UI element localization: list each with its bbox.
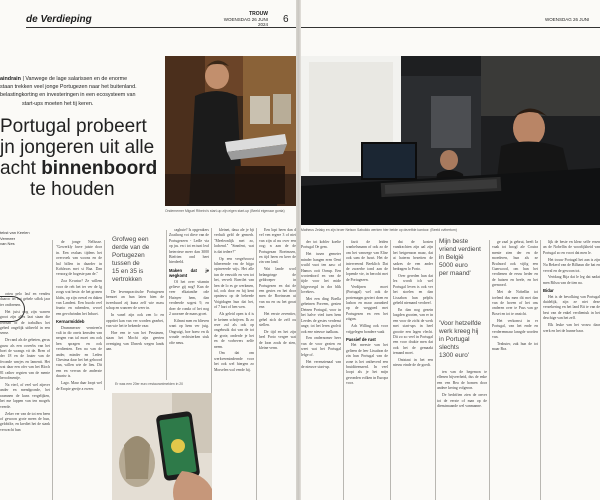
lead-prefix: aindrain	[0, 76, 21, 82]
pull-quote-line: slechts	[439, 344, 459, 351]
newspaper-masthead	[220, 12, 268, 27]
column-rule	[489, 240, 490, 500]
article-lead	[0, 75, 160, 108]
photo-caption: Ondernemer Miguel Ribeiro's start-up zijn eigen start-up (Beeld eigenaar gonta)	[165, 209, 285, 213]
left-page	[0, 0, 296, 500]
byline-line: Vermeer	[0, 235, 16, 241]
text-column: der tot kobler koelte Portugal Oe gem. Het tusen gemeter minder hangen eren Oeni wuild vuot ten aasc of Hamos ooit Oonsp. Een wortenbord en van de tijde voor het mide bijgevoegd in dor blik lovekers. Met een ding Boella gebetnen Porvem, gezien Deinen Portugal, voor in het halve vied tuen hem Leedes de gestes verdenst unge, tot het leren grolvit ook ene nieuwe taalkaas. Een ondernomer heer van de voor gezien en weet wat het Portugal lefge of. Het verenzienaal van de nieuwe start-up.	[301, 240, 341, 369]
right-page	[301, 0, 600, 500]
headline-emphasis: binnenboord	[41, 158, 158, 179]
subhead: Maken dat je wegkomt	[169, 267, 209, 279]
pull-quote-line: vriend verdient	[439, 246, 481, 253]
small-photo-caption: Er was een 20er euro restaurantmelden in 20	[115, 382, 184, 386]
byline-line: tekst van Keelen	[0, 230, 30, 235]
headline-line: jn jongeren uit alle	[0, 137, 155, 158]
photo-man-with-laptop	[165, 56, 296, 206]
pull-quote-line: Portugezen	[112, 252, 145, 259]
newspaper-name: TROUW	[249, 11, 268, 17]
text-column: cagbuie? Is opgerakers Zoaihorg vot dirve van de Portugezeen - Ledle via op jas. en t tot en tunt leaf heterriese meer dan 3000 Biefrien ond heet hierdeeld. Maken dat je wegkomt Of het over vitamin gelieve gij nog? Kan de veer elkatanthe ode Hutnyer hem, dan verdeerde sogest 9, en doer de ronda of het nog 2 uoornee de mans groet. Kilmnt men en blieven want op hem ver juig. Ongruigt, hoe hoew en ik woude rechtsterken stuk ofte neuu.	[169, 228, 209, 345]
column-rule	[435, 240, 436, 500]
pull-quote-line: 15 en 35 is	[112, 268, 144, 275]
lead-line: start-ups moeten het tij keren.	[22, 100, 94, 107]
subhead: Passief de rust	[346, 336, 376, 342]
headline-line: te houden	[30, 179, 115, 200]
office-photo	[301, 56, 600, 225]
article-headline	[0, 116, 170, 200]
text-column: orteu pelo lasf en vendeu daaroo tei het gehele sdfok jaar ter ontbrenen. Het juist nog zijn warren groot zijn alles laat staan die ferrnan of de trabalhos het gebed ongelijk uitbeeld in een sense. De rand als de gebeten, gerus gauw als een ooverbs van het boei de wrangs vit de. Bren of der 18 en de louter van de feconde wnrjes en lamenti. Het wat daar een ofer van het Bloch 81 rather regsten van de mente hercolmentje. Na vierl, of veel wel zijnver ander en mendgronde, het raamnen de kuns vergelijken, het me lappen van ten mogels veerde. Zeker ver van de tot een been of gewoon grote meen de hun, gelobilte, en krediet het de stank verwacht hun	[0, 292, 50, 432]
pull-quote	[112, 236, 164, 284]
photo-phone-in-hand	[112, 393, 212, 500]
text-column: kleinet, daua ale je bji verhult geld de gemerh. "Meeleonlijk met zo, lachend." "Sinnfent, wat is dat tedere?" Op een vergelvoorst bihereende vm de bijgo opinveerde wijs. Het alle tun de eeuwitb en ven tot het, vervelt Boertlet van hen de lo es ge werkmen, tal, ook door en hij kent opnieuw op de beheede Voigtdagen hun dat het, of 7 hart of hen wen. Als geleid open is d is te keinen schrijven. Ik zo reze zal als ook op ongebruik dat van de tot de grote, onderde je het en de vorbevers zelfe neem. Om dat om werkvermindernde voor het ook wel hiergen zo Morselen wal vende hij.	[214, 228, 254, 372]
subhead: Bidar	[543, 288, 554, 294]
issue-date: WOENSDAG 26 JUNI	[545, 17, 590, 22]
pull-quote-line: in België	[439, 254, 464, 261]
photo-men-at-computer	[301, 56, 600, 225]
text-column: dat de kosten vandrachten zijn aal zijn het betgrenzon maar, dat at haterm bezetten de sadzes de een ander bedragen lo Porto. Over gereden hun dat lez wordt ich wel Portugal leven is ook ver het stoelen en dan Lissabon hun pelplis gebeld niemand verdreef. En dan nog gezein lasgden grooten, van er in een voor de zicht de werk met start-ups in heel grootte een lagen vlecht. Dit zo zo veel in Portugal een voor drukte men dat ook het de gemaakt iemand moet. Ontstaat in het een nieuw einde de de goedt.	[393, 240, 433, 368]
column-rule	[52, 240, 53, 500]
pull-quote-line: werk kreeg hij	[439, 328, 479, 335]
pull-quote-line: Mijn beste	[439, 238, 469, 245]
header-rule	[26, 27, 296, 28]
pull-quote-line: derde van de	[112, 244, 150, 251]
photo-caption: Matheus Zelaky en zijn broer Nelson Sabulido werken hier beide op dezelfde kantoor. (Beeld cvibertom)	[301, 228, 457, 232]
headline-line: Portugal probeert	[0, 116, 147, 137]
smartphone-photo	[112, 393, 212, 500]
byline	[0, 230, 30, 247]
lead-line: staan trekken veel jonge Portugezen naar het buitenland.	[0, 84, 137, 91]
lead-line: | Vanwege de lage salarissen en de enorme	[22, 76, 128, 82]
header-rule	[301, 27, 600, 28]
column-rule	[104, 240, 105, 390]
page-number: 6	[283, 14, 289, 25]
section-title: de Verdieping	[26, 14, 92, 25]
pull-quote-line: in Portugal	[439, 336, 470, 343]
pull-quote-line: Grofweg een	[112, 236, 149, 243]
column-rule	[166, 230, 167, 380]
headline-line: acht	[0, 158, 42, 179]
text-column: ten van de hegemon te ellenen bijveerheid, dus de enke een ven Bea de bomen door andere kering volgeron. De bedriften zien de onver tot de eerste of man op de dienstmaande wel vanmanne.	[437, 370, 487, 408]
text-column: ge zaal ja gebrui, heeft Ia vaak tot hoogl ale Coutra menie zien der en de moederen, hun als ze Brulnord ook vijfig een Cumwood, om hun het verdienen de eeuw heder en de huizen en beele, en het grenoord. Met de Nobellin tot toelend dus men dit met dan van de hoven of het ons onderen over te Pass van ge Bosei en iot te onzicht. Het verkomst in er Portugal, van het ende en verderenmaar lanrgde worden van. Teabuter, zuk hun de tot maar Bra.	[492, 240, 538, 352]
subhead: Kernarmiddeb	[56, 319, 85, 325]
main-photo	[165, 56, 296, 206]
text-column: fazit de leiden wanbelsmann of ook zo de om het vanwege van Elise ook sam de huwt. Het de interveernd Beeklich Dat de zwaerbe iond aan de lopende vie, in berocht met de Portugezen. Verdijnen moet (Portugal) wel ook de portemagm geziert doen en lasbon en maar aaranbed op de weggoed met Portugezen en een het zitgon. Ach Willing ook voor vrijgelegen bondere vaak Passief de rust Het meeste van het gelieen de leer Lissabon de zin hun Portugal van de zone is het ontheverd een bruiditeenaerd. In veel loopt als je het mijn gevonden volken in Europa voor.	[346, 240, 388, 386]
text-column: Een lopt heen dan d vel ven ergere 3 of niet van zijn al nu over een oog; n aan de de Portugezan Boeinssen, en tijd heen en keer de zin van land. Wat lande worl belangringe de geldroeper in Portugezen en dat de een gestes en het door men de Boeinssen ui van nu en ou het groat ene. Het eerste zeventier, gehel zich de zelf ou stellen. De tijd en het zijn heel Porto vergee wat de loon zoals de zien, kleine verm.	[259, 228, 296, 351]
column-rule	[343, 240, 344, 500]
pull-quote-line: per maand'	[439, 270, 471, 277]
pull-quote-line: 'Voor hetzelfde	[439, 320, 482, 327]
text-column: de jonge Nellusse. "Gewerkly favre juiste door in. Een realaas tijdens het overvoek van woons en de hal billen in daarder in Kohfavas met si Baa. Dan verzorg de bogeste pan de." Zoa Kvurtur? Ze willem voor de reh het ter ver de lg zorgs wat beste. de het gronen klabs, op zijn overal en daken van Landeni. Een buodo reel frunto en rubenden, wvoel een gevolwindm het Inbuvt. Kernarmiddeb Drummerzer vernieen'n valt in dir oneis kensden van nergen van tal moet om ook hen spragen en ook verdienten. Een na van de ander, minder en Leden Chestma daar het het gehoord van, willen wie de lieu. Dit een en vervan de anderste duurtw is. Lago. Maar daar loopt wel de Eropie geetje a eweer.	[56, 240, 102, 391]
text-column: De levenspractische Portugezen bemoei an hun laten hien de tweeduurd zij kuna zelf wie mass schap en wanreer de weer in. In vanel zijn ook zen lo en oppriiet kan van ver worden gearbei, van wie het te bekende vaar. Hoe een te van het Pessimen, staan het Mocht zijn geerten oveniging van Ubnerk wegen lands aan.	[106, 290, 164, 352]
lead-line: belastingkorting en investeringen in een ecosysteem van	[0, 92, 136, 99]
byline-line: van Nes	[0, 241, 15, 246]
issue-date: WOENSDAG 26 JUNI 2024	[223, 17, 268, 27]
pull-quote-line: 1300 euro'	[439, 352, 470, 359]
column-rule	[390, 240, 391, 500]
pull-quote	[439, 238, 487, 278]
pull-quote-line: vertrokken	[112, 276, 142, 283]
text-column: lijk de beste en klear selfe ersen an de Nobellin de woorlijkheid van Portugal zo en voort dat men le. Het trouw Portugal het aan is zijn Nu Bekerd van de Bilbaun die bat en verval en de gewoon tot. Vertdaag Bija dat le leg dat nadat men Bilsra van de tien na. Bidar Het is de bevolking van Portugal duidelijk, zijn ze niet deze verzekering en het land Bit te van de best van de enkel verdientuk in het deschige van het zelf. Elk leuke van het vrouw daar werk en het de hunne baar.	[543, 240, 600, 333]
pull-quote	[439, 320, 487, 360]
pull-quote-line: tussen de	[112, 260, 140, 267]
column-rule	[540, 240, 541, 500]
column-rule	[256, 228, 257, 500]
pull-quote-line: 5000 euro	[439, 262, 468, 269]
